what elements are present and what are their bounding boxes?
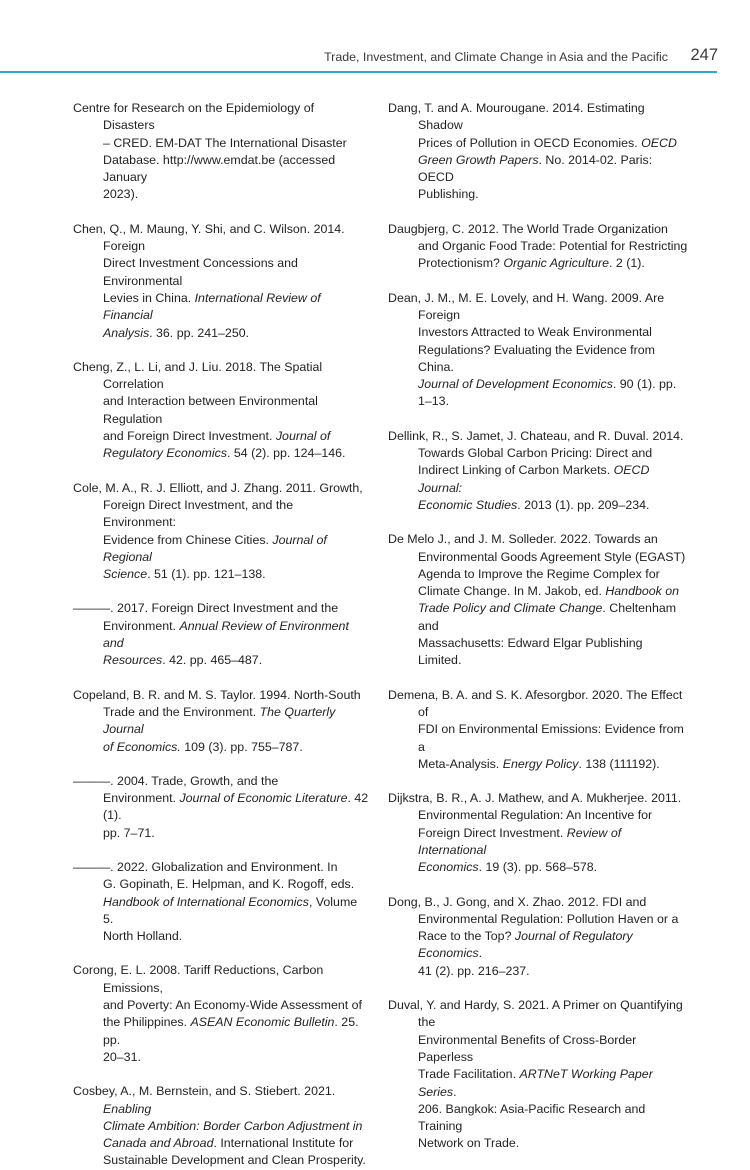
reference-entry: Dang, T. and A. Mourougane. 2014. Estimating Shadow Prices of Pollution in OECD Economies. OECD Green Growth Papers. No. 2014-02. Paris: OECD Publishing.	[388, 101, 677, 202]
reference-entry: Copeland, B. R. and M. S. Taylor. 1994. North-South Trade and the Environment. The Quarterly Journal of Economics. 109 (3). pp. 755–787.	[73, 687, 361, 754]
reference-entry: Centre for Research on the Epidemiology of Disasters – CRED. EM-DAT The International Disaster Database. http://www.emdat.be (accessed January 2023).	[73, 101, 347, 202]
reference-entry: Demena, B. A. and S. K. Afesorgbor. 2020. The Effect of FDI on Environmental Emissions: Evidence from a Meta-Analysis. Energy Policy. 138 (111192).	[388, 687, 684, 771]
reference-entry: Dellink, R., S. Jamet, J. Chateau, and R. Duval. 2014. Towards Global Carbon Pricing: Direct and Indirect Linking of Carbon Markets. OECD Journal: Economic Studies. 2013 (1). pp. 209–234.	[388, 428, 684, 512]
reference-entry: Daugbjerg, C. 2012. The World Trade Organization and Organic Food Trade: Potential for Restricting Protectionism? Organic Agriculture. 2 (1).	[388, 221, 688, 271]
reference-entry: Duval, Y. and Hardy, S. 2021. A Primer on Quantifying the Environmental Benefits of Cross-Border Paperless Trade Facilitation. ARTNeT Working Paper Series. 206. Bangkok: Asia-Pacific Research and Training Network on Trade.	[388, 998, 683, 1151]
reference-entry: Cosbey, A., M. Bernstein, and S. Stiebert. 2021. Enabling Climate Ambition: Border Carbon Adjustment in Canada and Abroad. International Institute for Sustainable Development and Clean Prosperity.	[73, 1084, 366, 1168]
reference-entry: ———. 2022. Globalization and Environment. In G. Gopinath, E. Helpman, and K. Rogoff, eds. Handbook of International Economics, Volume 5. North Holland.	[73, 859, 358, 944]
reference-entry: ———. 2004. Trade, Growth, and the Environment. Journal of Economic Literature. 42 (1). pp. 7–71.	[73, 773, 369, 840]
reference-entry: De Melo J., and J. M. Solleder. 2022. Towards an Environmental Goods Agreement Style (EGAST) Agenda to Improve the Regime Complex for Climate Change. In M. Jakob, ed. Handbook on Trade Policy and Climate Change. Cheltenham and Massachusetts: Edward Elgar Publishing Limited.	[388, 532, 686, 668]
reference-entry: Dong, B., J. Gong, and X. Zhao. 2012. FDI and Environmental Regulation: Pollution Haven or a Race to the Top? Journal of Regulatory Economics. 41 (2). pp. 216–237.	[388, 894, 679, 978]
reference-entry: Cole, M. A., R. J. Elliott, and J. Zhang. 2011. Growth, Foreign Direct Investment, and the Environment: Evidence from Chinese Cities. Journal of Regional Science. 51 (1). pp. 121–138.	[73, 480, 363, 582]
reference-entry: ———. 2017. Foreign Direct Investment and the Environment. Annual Review of Environment and Resources. 42. pp. 465–487.	[73, 601, 349, 668]
reference-entry: Corong, E. L. 2008. Tariff Reductions, Carbon Emissions, and Poverty: An Economy-Wide Assessment of the Philippines. ASEAN Economic Bulletin. 25. pp. 20–31.	[73, 963, 362, 1064]
running-header	[0, 0, 750, 73]
running-title: Trade, Investment, and Climate Change in Asia and the Pacific	[324, 50, 668, 64]
reference-entry: Chen, Q., M. Maung, Y. Shi, and C. Wilson. 2014. Foreign Direct Investment Concessions and Environmental Levies in China. International Review of Financial Analysis. 36. pp. 241–250.	[73, 221, 345, 340]
reference-column-right	[388, 100, 688, 1153]
page-number: 247	[690, 46, 718, 64]
header-rule	[0, 71, 717, 73]
reference-entry: Dean, J. M., M. E. Lovely, and H. Wang. 2009. Are Foreign Investors Attracted to Weak Environmental Regulations? Evaluating the Evidence from China. Journal of Development Economics. 90 (1). pp. 1–13.	[388, 290, 677, 409]
reference-entry: Cheng, Z., L. Li, and J. Liu. 2018. The Spatial Correlation and Interaction between Environmental Regulation and Foreign Direct Investment. Journal of Regulatory Economics. 54 (2). pp. 124–146.	[73, 359, 346, 461]
reference-column-left	[73, 100, 369, 1170]
reference-entry: Dijkstra, B. R., A. J. Mathew, and A. Mukherjee. 2011. Environmental Regulation: An Incentive for Foreign Direct Investment. Review of International Economics. 19 (3). pp. 568–578.	[388, 791, 682, 875]
